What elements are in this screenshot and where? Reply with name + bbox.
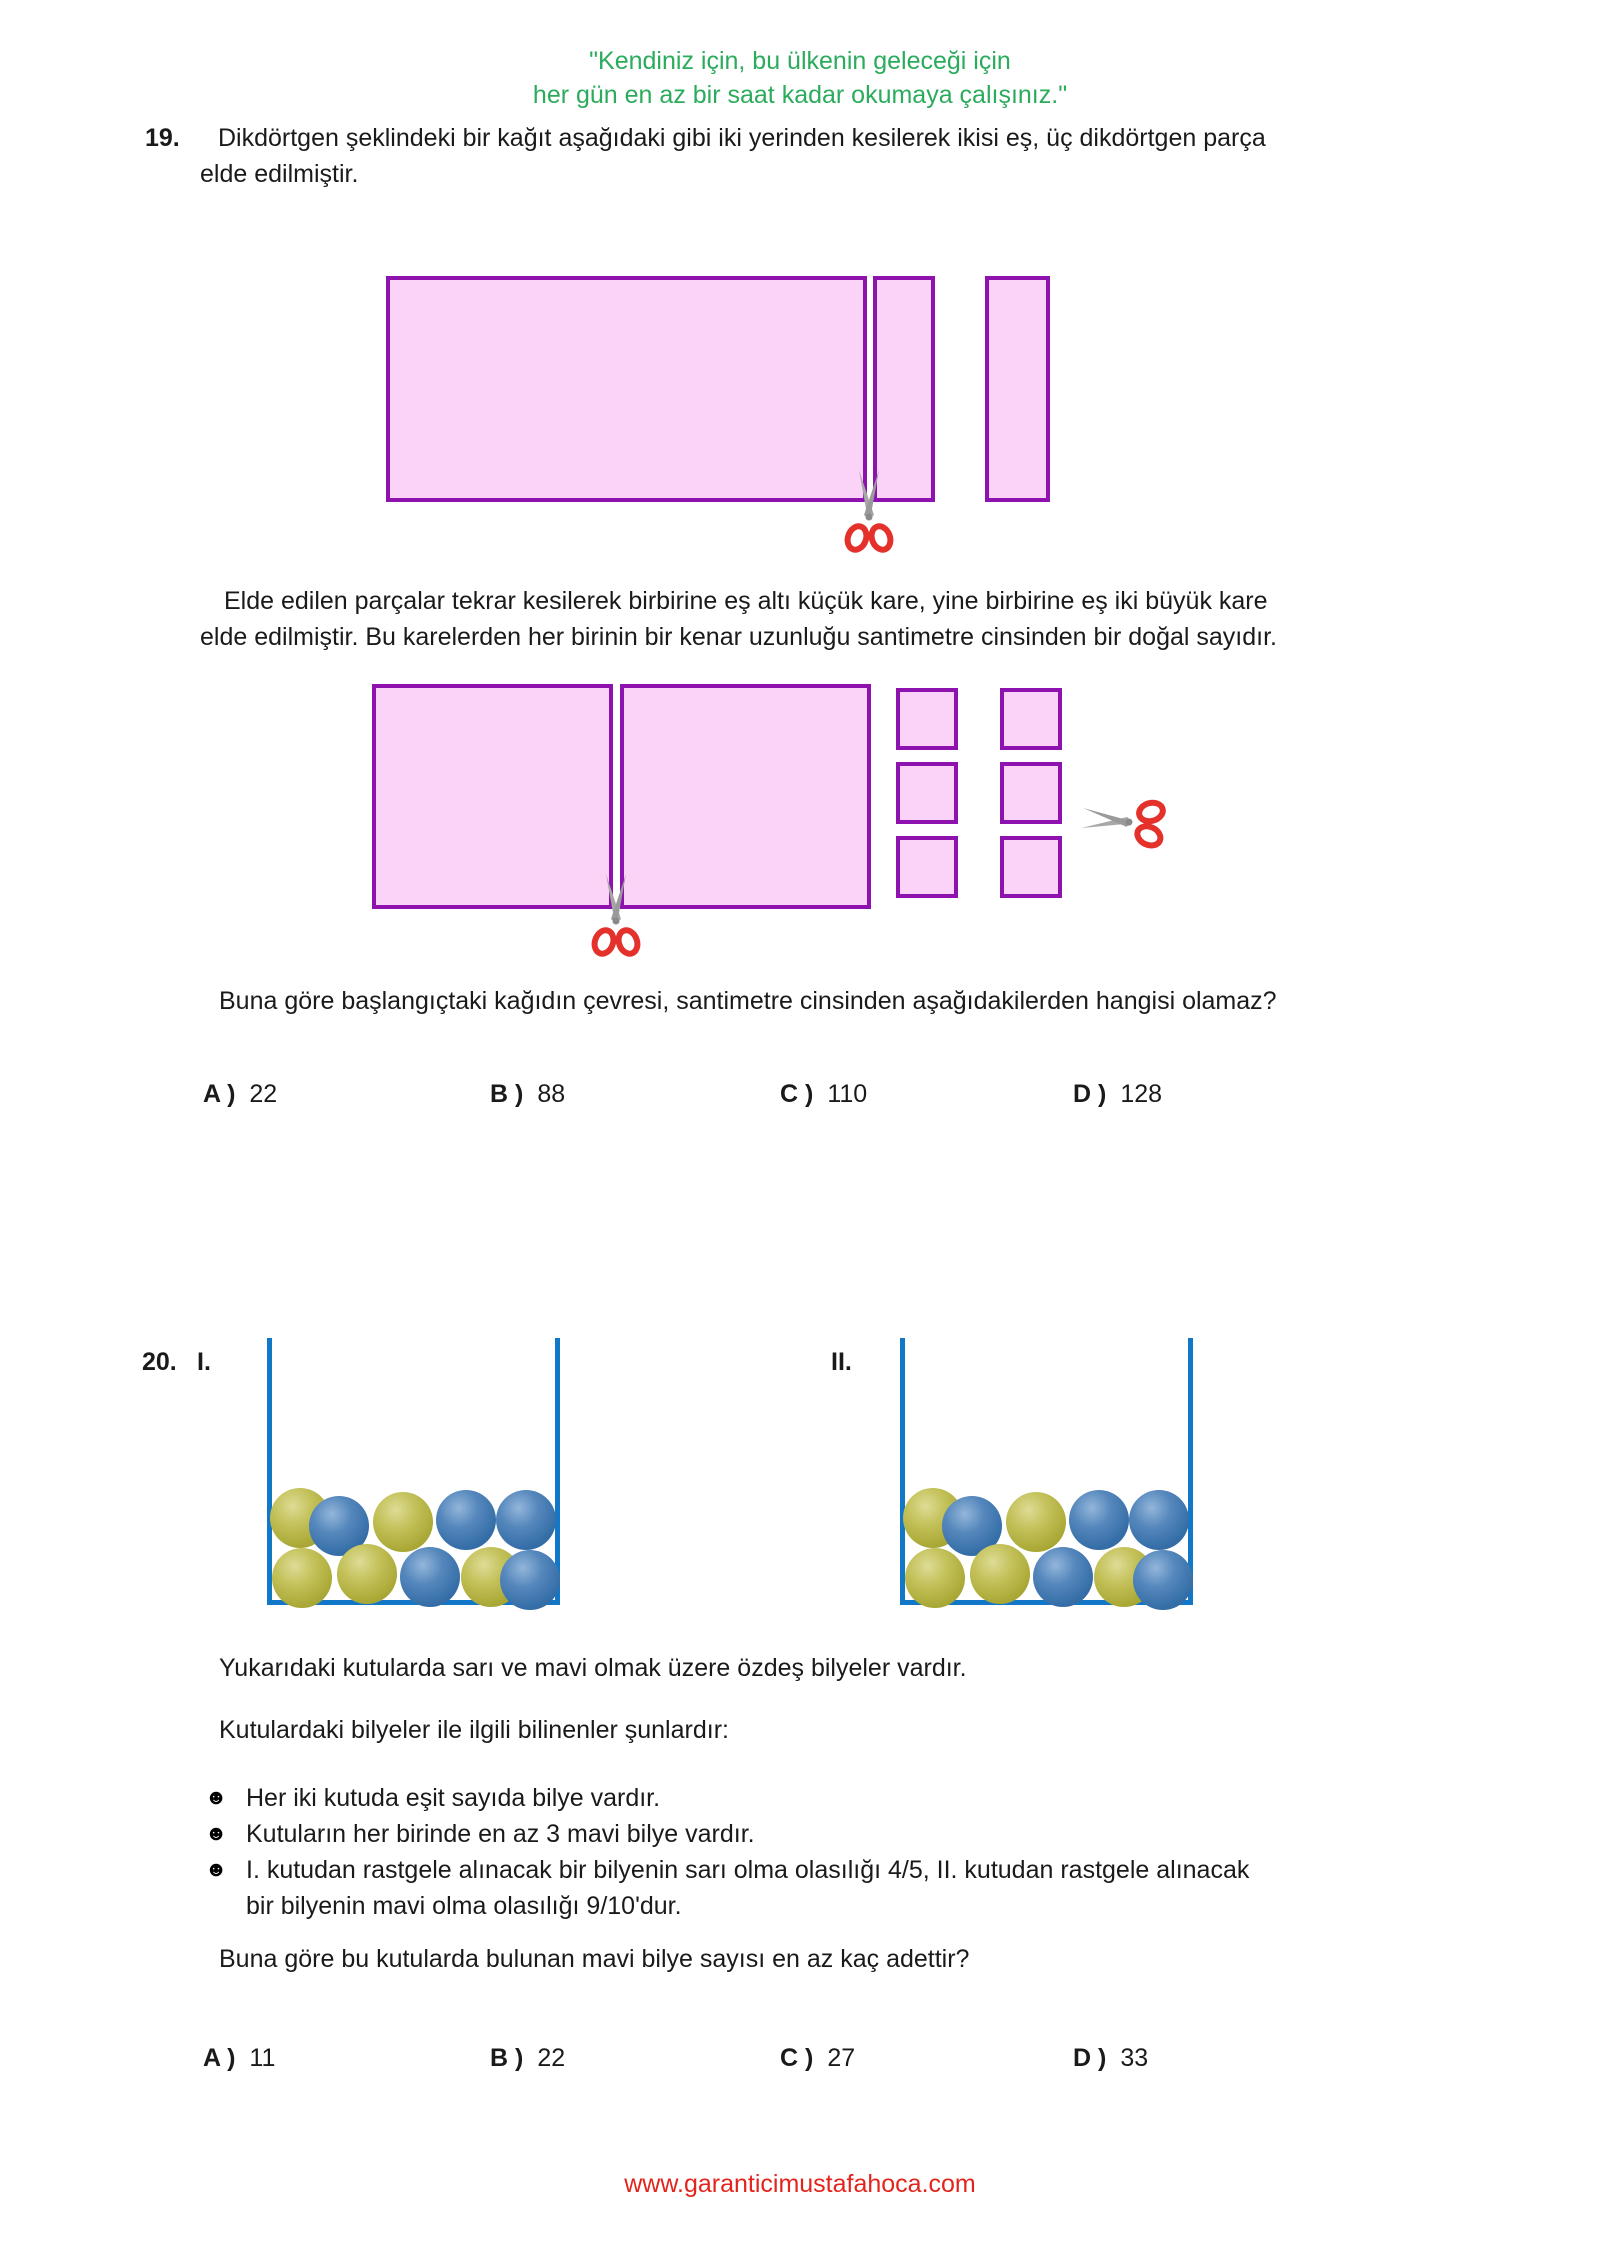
option-value: 22 (249, 1080, 278, 1108)
blue-marble (436, 1490, 496, 1550)
q20-bullet1: Her iki kutuda eşit sayıda bilye vardır. (246, 1784, 661, 1812)
q20-question: Buna göre bu kutularda bulunan mavi bilye sayısı en az kaç adettir? (219, 1945, 970, 1973)
option-value: 128 (1120, 1080, 1163, 1108)
q19-text-line2: elde edilmiştir. (200, 160, 359, 188)
yellow-marble (970, 1544, 1030, 1604)
q20-option-b (490, 2044, 565, 2073)
blue-marble (496, 1490, 556, 1550)
q20-number: 20. (142, 1348, 177, 1376)
option-value: 110 (827, 1080, 868, 1108)
q19-middle-line1: Elde edilen parçalar tekrar kesilerek birbirine eş altı küçük kare, yine birbirine eş iki büyük kare (224, 587, 1268, 615)
q19-large-rectangle (386, 276, 867, 502)
q20-known-intro: Kutulardaki bilyeler ile ilgili bilinenler şunlardır: (219, 1716, 729, 1744)
q20-box1-label: I. (197, 1348, 211, 1376)
q19-big-square-right (620, 684, 871, 909)
blue-marble (1033, 1547, 1093, 1607)
q19-small-square (1000, 762, 1062, 824)
marble-box-2 (900, 1338, 1193, 1605)
option-value: 27 (827, 2044, 856, 2072)
blue-marble (1133, 1550, 1193, 1610)
q19-question: Buna göre başlangıçtaki kağıdın çevresi, santimetre cinsinden aşağıdakilerden hangisi olamaz? (219, 987, 1277, 1015)
q19-small-square (896, 836, 958, 898)
q19-option-c (780, 1080, 867, 1109)
footer-url: www.garanticimustafahoca.com (624, 2170, 976, 2198)
yellow-marble (337, 1544, 397, 1604)
q20-option-d (1073, 2044, 1148, 2073)
option-value: 11 (249, 2044, 276, 2072)
q19-text-line1: Dikdörtgen şeklindeki bir kağıt aşağıdaki gibi iki yerinden kesilerek ikisi eş, üç dikdörtgen parça (218, 124, 1266, 152)
q20-option-a (203, 2044, 275, 2073)
option-letter: B ) (490, 2044, 524, 2072)
q19-option-b (490, 1080, 565, 1109)
q20-box2-label: II. (831, 1348, 852, 1376)
smiley-bullet-icon: ☻ (205, 1858, 228, 1881)
marble-box-1 (267, 1338, 560, 1605)
q20-bullet2: Kutuların her birinde en az 3 mavi bilye vardır. (246, 1820, 755, 1848)
q20-intro: Yukarıdaki kutularda sarı ve mavi olmak üzere özdeş bilyeler vardır. (219, 1654, 967, 1682)
option-letter: B ) (490, 1080, 524, 1108)
yellow-marble (1006, 1492, 1066, 1552)
q19-option-d (1073, 1080, 1162, 1109)
q19-small-square (1000, 688, 1062, 750)
q19-small-square (896, 688, 958, 750)
q19-option-a (203, 1080, 277, 1109)
q19-small-square (896, 762, 958, 824)
q20-bullet3-line2: bir bilyenin mavi olma olasılığı 9/10'dur. (246, 1892, 682, 1920)
blue-marble (1129, 1490, 1189, 1550)
q19-number: 19. (145, 124, 180, 152)
option-letter: D ) (1073, 1080, 1107, 1108)
option-letter: D ) (1073, 2044, 1107, 2072)
smiley-bullet-icon: ☻ (205, 1786, 228, 1809)
scissors-icon (1078, 788, 1179, 856)
scissors-icon (839, 468, 899, 564)
q20-option-c (780, 2044, 855, 2073)
header-quote (0, 44, 1600, 112)
option-value: 33 (1120, 2044, 1149, 2072)
q19-middle-line2: elde edilmiştir. Bu karelerden her birinin bir kenar uzunluğu santimetre cinsinden bir doğal sayıdır. (200, 623, 1277, 651)
option-value: 88 (537, 1080, 566, 1108)
q20-bullet3-line1: I. kutudan rastgele alınacak bir bilyenin sarı olma olasılığı 4/5, II. kutudan rastgele alınacak (246, 1856, 1250, 1884)
option-letter: C ) (780, 1080, 814, 1108)
blue-marble (1069, 1490, 1129, 1550)
yellow-marble (905, 1548, 965, 1608)
scissors-icon (586, 872, 646, 968)
blue-marble (400, 1547, 460, 1607)
option-value: 22 (537, 2044, 566, 2072)
blue-marble (500, 1550, 560, 1610)
option-letter: A ) (203, 2044, 236, 2072)
option-letter: A ) (203, 1080, 236, 1108)
yellow-marble (373, 1492, 433, 1552)
q19-small-square (1000, 836, 1062, 898)
smiley-bullet-icon: ☻ (205, 1822, 228, 1845)
q19-separate-strip (985, 276, 1050, 502)
header-quote-line1: "Kendiniz için, bu ülkenin geleceği için (589, 47, 1011, 75)
yellow-marble (272, 1548, 332, 1608)
q19-big-square-left (372, 684, 613, 909)
option-letter: C ) (780, 2044, 814, 2072)
header-quote-line2: her gün en az bir saat kadar okumaya çalışınız." (532, 81, 1068, 109)
